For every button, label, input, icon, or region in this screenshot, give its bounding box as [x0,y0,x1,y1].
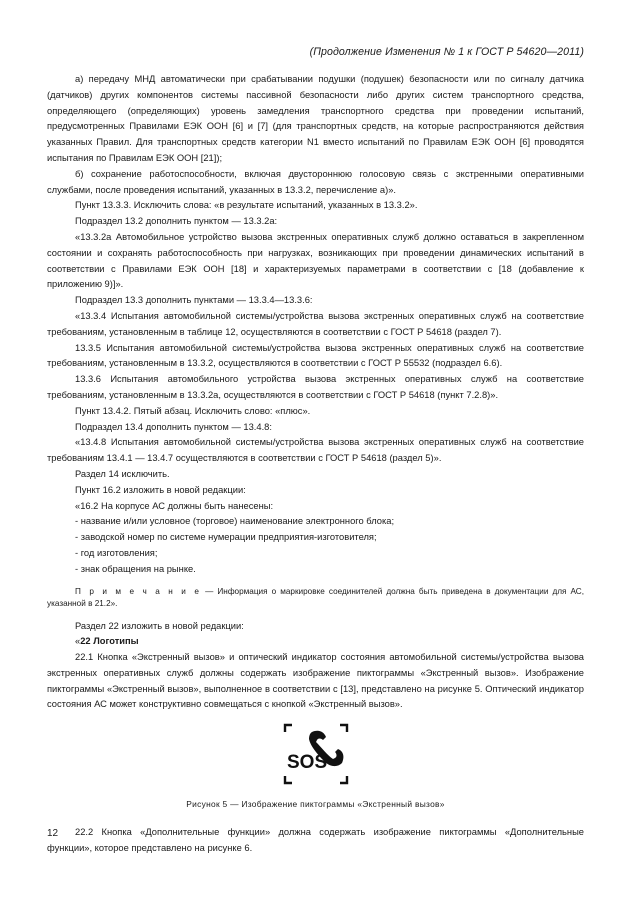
paragraph: а) передачу МНД автоматически при срабатывании подушки (подушек) безопасности или по сигналу датчика (датчиков) других компонентов системы пассивной безопасности либо других систем транспортного средства, определяющего (определяющих) уровень замедления транспортного средства при проведении испытаний, предусмотренных Правилами ЕЭК ООН [6] и [7] (для транспортных средств, на которые распространяются действия указанных Правил. Для транспортных средств категории N1 вместо испытаний по Правилам ЕЭК ООН [6] проводятся испытания по Правилам ЕЭК ООН [21]); [47,74,584,163]
paragraph: 13.3.5 Испытания автомобильной системы/устройства вызова экстренных оперативных служб на соответствие требованиям, установленным в 13.3.2, осуществляются в соответствии с ГОСТ Р 55532 (подраздел 6.6). [47,342,584,369]
paragraph: «13.3.2а Автомобильное устройство вызова экстренных оперативных служб должно оставаться в закрепленном состоянии и сохранять работоспособность при нагрузках, возникающих при проведении динамических испытаний в соответствии с Правилами ЕЭК ООН [18] и характеризуемых параметрами в соответствии с [18 (добавление к приложению 9)]». [47,231,584,290]
figure-5 [47,719,584,797]
paragraph: 22.2 Кнопка «Дополнительные функции» должна содержать изображение пиктограммы «Дополнительные функции», которое представлено на рисунке 6. [47,827,584,853]
paragraph: «13.3.4 Испытания автомобильной системы/устройства вызова экстренных оперативных служб на соответствие требованиям, установленным в таблице 12, осуществляются в соответствии с ГОСТ Р 54618 (раздел 7). [47,310,584,337]
section-heading-text: 22 Логотипы [80,636,139,647]
paragraph: Пункт 13.4.2. Пятый абзац. Исключить слово: «плюс». [75,405,311,416]
paragraph: Пункт 13.3.3. Исключить слова: «в результате испытаний, указанных в 13.3.2». [75,200,418,211]
list-item: - заводской номер по системе нумерации предприятия-изготовителя; [75,532,377,543]
paragraph: б) сохранение работоспособности, включая двустороннюю голосовую связь с экстренными оперативными службами, после проведения испытаний, указанных в 13.3.2, перечисление а)». [47,168,584,195]
paragraph: «13.4.8 Испытания автомобильной системы/устройства вызова экстренных оперативных служб на соответствие требованиям 13.4.1 — 13.4.7 осуществляются в соответствии с ГОСТ Р 54618 (раздел 5)». [47,437,584,464]
note-text: — Информация о маркировке соединителей должна быть приведена в документации для АС, указанной в 21.2». [47,586,584,608]
open-quote: « [75,636,81,647]
paragraph: Подраздел 13.2 дополнить пунктом — 13.3.2а: [75,216,278,227]
section-heading [47,634,584,650]
note-label: П р и м е ч а н и е [75,586,202,596]
figure-caption: Рисунок 5 — Изображение пиктограммы «Экстренный вызов» [186,799,445,810]
paragraph: 22.1 Кнопка «Экстренный вызов» и оптический индикатор состояния автомобильной системы/устройства вызова экстренных оперативных служб должны содержать изображение пиктограммы «Экстренный вызов». Изображение пиктограммы «Экстренный вызов», выполненное в соответствии с [13], представлено на рисунке 5. Оптический индикатор состояния АС может конструктивно совмещаться с кнопкой «Экстренный вызов». [47,652,584,710]
sos-text: SOS [287,752,328,774]
list-item: - название и/или условное (торговое) наименование электронного блока; [75,516,395,527]
list-item: - год изготовления; [75,547,158,558]
paragraph: «16.2 На корпусе АС должны быть нанесены: [75,500,274,511]
paragraph: Раздел 22 изложить в новой редакции: [75,620,244,631]
list-item: - знак обращения на рынке. [75,563,196,574]
paragraph: Подраздел 13.3 дополнить пунктами — 13.3.4—13.3.6: [75,295,313,306]
paragraph: Раздел 14 исключить. [75,468,170,479]
continuation-header: (Продолжение Изменения № 1 к ГОСТ Р 54620—2011) [309,46,584,58]
sos-pictogram-icon [283,723,349,785]
document-body [47,72,584,857]
paragraph: Подраздел 13.4 дополнить пунктом — 13.4.8: [75,421,272,432]
note [47,586,584,610]
page-number: 12 [47,828,59,839]
paragraph: Пункт 16.2 изложить в новой редакции: [75,484,246,495]
paragraph: 13.3.6 Испытания автомобильного устройства вызова экстренных оперативных служб на соответствие требованиям, установленным в 13.3.2а, осуществляются в соответствии с ГОСТ Р 54618 (пункт 7.2.8)». [47,374,584,400]
